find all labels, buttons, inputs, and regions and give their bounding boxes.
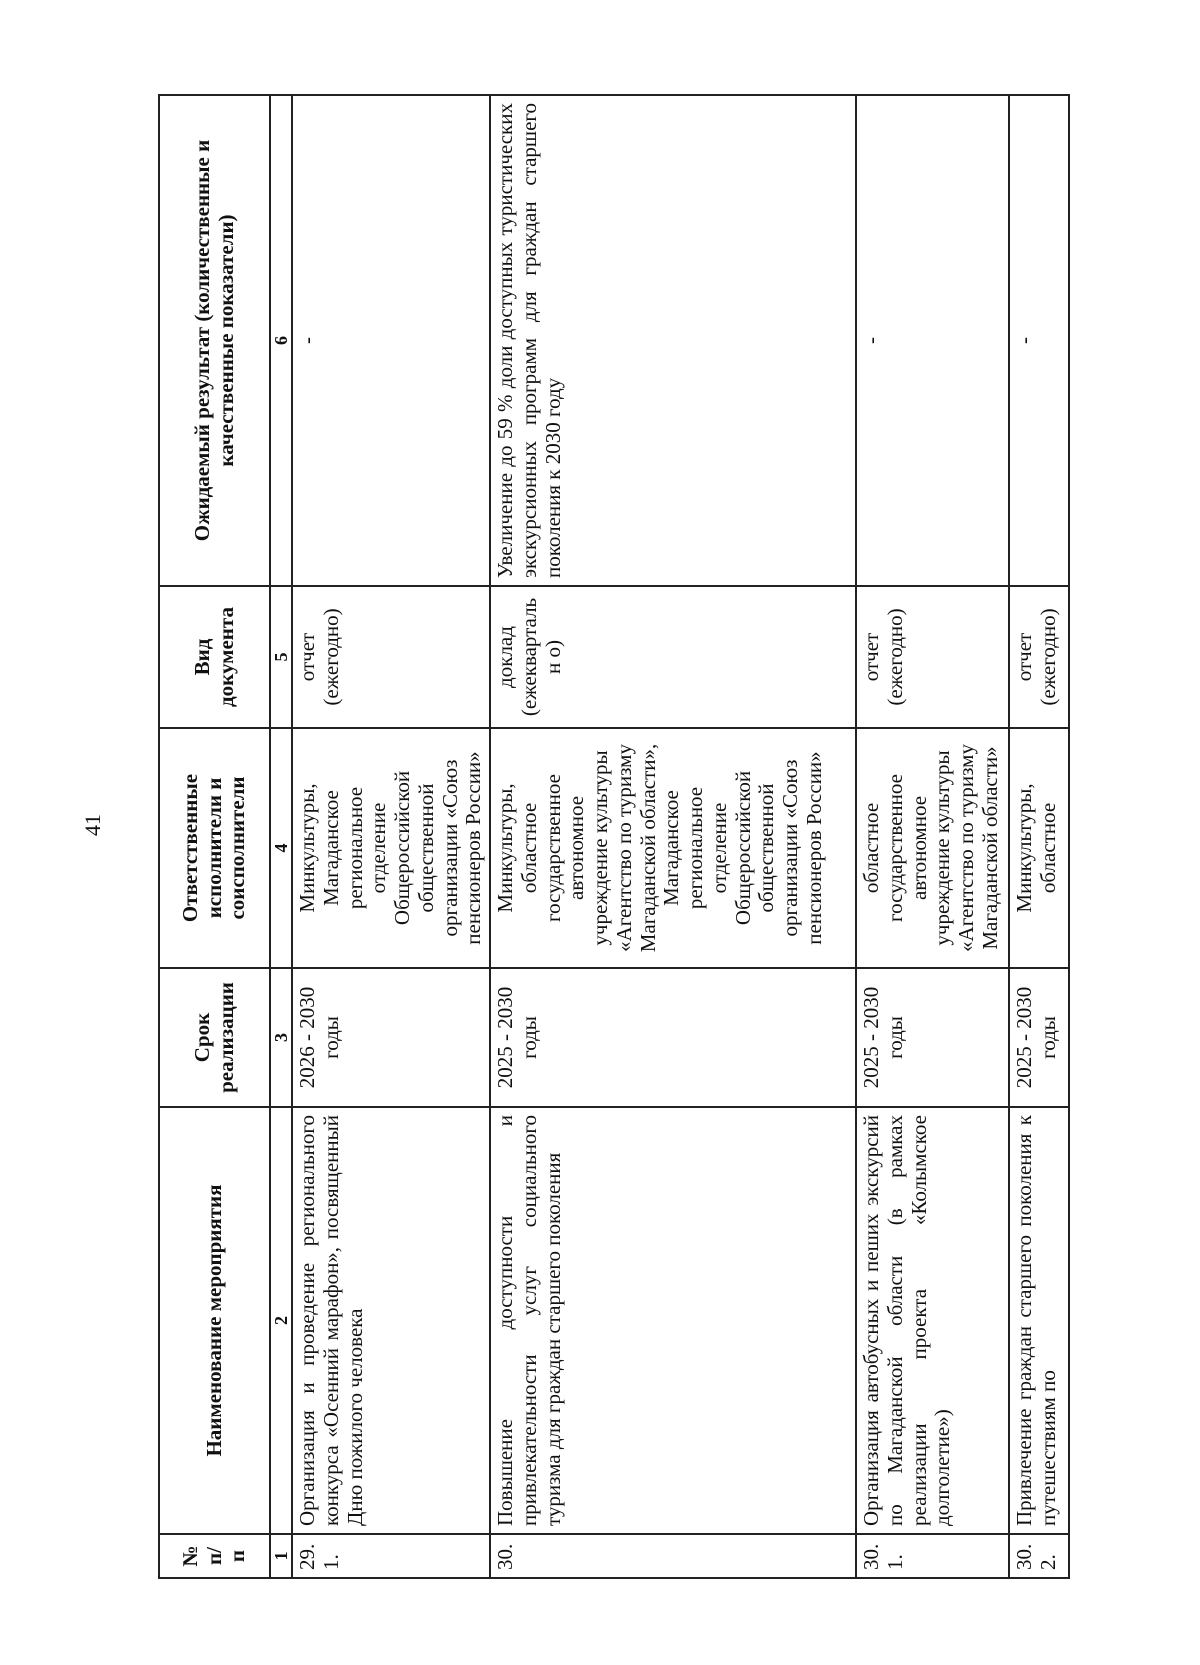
header-period: Срок реализации <box>159 968 270 1107</box>
executor-line: «Агентство по туризму <box>611 744 636 952</box>
activity-name: Повышение доступности и привлекательности услуг социального туризма для граждан старшего поколения <box>490 1107 856 1534</box>
executor-line: Минкультуры, <box>493 783 518 913</box>
header-expected-result: Ожидаемый результат (количественные и качественные показатели) <box>159 95 270 586</box>
executor-line: Магаданское <box>659 790 684 906</box>
column-number: 3 <box>270 968 292 1107</box>
executors <box>490 728 856 968</box>
executor-line: Магаданской области», <box>635 743 660 953</box>
executors <box>856 728 1009 968</box>
header-number: № п/п <box>159 1534 270 1578</box>
table-row <box>1009 95 1069 1578</box>
executor-line: организации «Союз <box>777 759 802 937</box>
header-document-type: Вид документа <box>159 586 270 728</box>
table-row <box>490 95 856 1578</box>
executor-line: отделение <box>366 802 391 894</box>
table-row <box>856 95 1009 1578</box>
header-executors: Ответственные исполнители и соисполнители <box>159 728 270 968</box>
document-type: отчет (ежегодно) <box>1009 586 1069 728</box>
row-number: 30. <box>490 1534 856 1578</box>
executor-line: Магаданское <box>319 790 344 906</box>
column-number-row <box>270 95 292 1578</box>
executor-line: пенсионеров России» <box>461 751 486 945</box>
column-number: 5 <box>270 586 292 728</box>
executor-line: автономное <box>564 795 589 901</box>
executor-line: «Агентство по туризму <box>954 744 979 952</box>
period: 2026 - 2030 годы <box>292 968 490 1107</box>
executors <box>1009 728 1069 968</box>
column-number: 2 <box>270 1107 292 1534</box>
table-row <box>292 95 490 1578</box>
period: 2025 - 2030 годы <box>856 968 1009 1107</box>
activity-name: Привлечение граждан старшего поколения к путешествиям по <box>1009 1107 1069 1534</box>
executor-line: пенсионеров России» <box>801 751 826 945</box>
expected-result: - <box>292 95 490 586</box>
expected-result: - <box>1009 95 1069 586</box>
executor-line: Магаданской области» <box>977 746 1002 950</box>
activity-name: Организация и проведение регионального конкурса «Осенний марафон», посвященный Дню пожилого человека <box>292 1107 490 1534</box>
executor-line: общественной <box>754 783 779 913</box>
period: 2025 - 2030 годы <box>1009 968 1069 1107</box>
rotated-table-frame <box>158 96 1061 1579</box>
column-number: 1 <box>270 1534 292 1578</box>
document-type: доклад (ежеквартальн о) <box>490 586 856 728</box>
activity-name: Организация автобусных и пеших экскурсий по Магаданской области (в рамках реализации проекта «Колымское долголетие») <box>856 1107 1009 1534</box>
expected-result: - <box>856 95 1009 586</box>
table-container <box>158 96 1061 1579</box>
row-number: 29.1. <box>292 1534 490 1578</box>
executor-line: учреждение культуры <box>588 750 613 946</box>
document-type: отчет (ежегодно) <box>856 586 1009 728</box>
executor-line: отделение <box>706 802 731 894</box>
executor-line: учреждение культуры <box>930 750 955 946</box>
expected-result: Увеличение до 59 % доли доступных туристических экскурсионных программ для граждан старшего поколения к 2030 году <box>490 95 856 586</box>
executor-line: Общероссийской <box>730 770 755 926</box>
page-number: 41 <box>80 814 105 836</box>
executor-line: областное <box>1036 802 1061 894</box>
period: 2025 - 2030 годы <box>490 968 856 1107</box>
executor-line: региональное <box>683 786 708 910</box>
column-number: 6 <box>270 95 292 586</box>
executor-line: общественной <box>413 783 438 913</box>
executor-line: государственное <box>540 774 565 923</box>
header-activity-name: Наименование мероприятия <box>159 1107 270 1534</box>
executor-line: государственное <box>883 774 908 923</box>
executor-line: организации «Союз <box>437 759 462 937</box>
row-number: 30.2. <box>1009 1534 1069 1578</box>
executor-line: региональное <box>342 786 367 910</box>
executor-line: автономное <box>906 795 931 901</box>
activities-table <box>158 94 1070 1579</box>
executor-line: областное <box>517 802 542 894</box>
document-type: отчет (ежегодно) <box>292 586 490 728</box>
executor-line: Минкультуры, <box>1012 783 1037 913</box>
row-number: 30.1. <box>856 1534 1009 1578</box>
executor-line: областное <box>859 802 884 894</box>
column-number: 4 <box>270 728 292 968</box>
executor-line: Минкультуры, <box>295 783 320 913</box>
table-header-row <box>159 95 270 1578</box>
executors <box>292 728 490 968</box>
executor-line: Общероссийской <box>390 770 415 926</box>
